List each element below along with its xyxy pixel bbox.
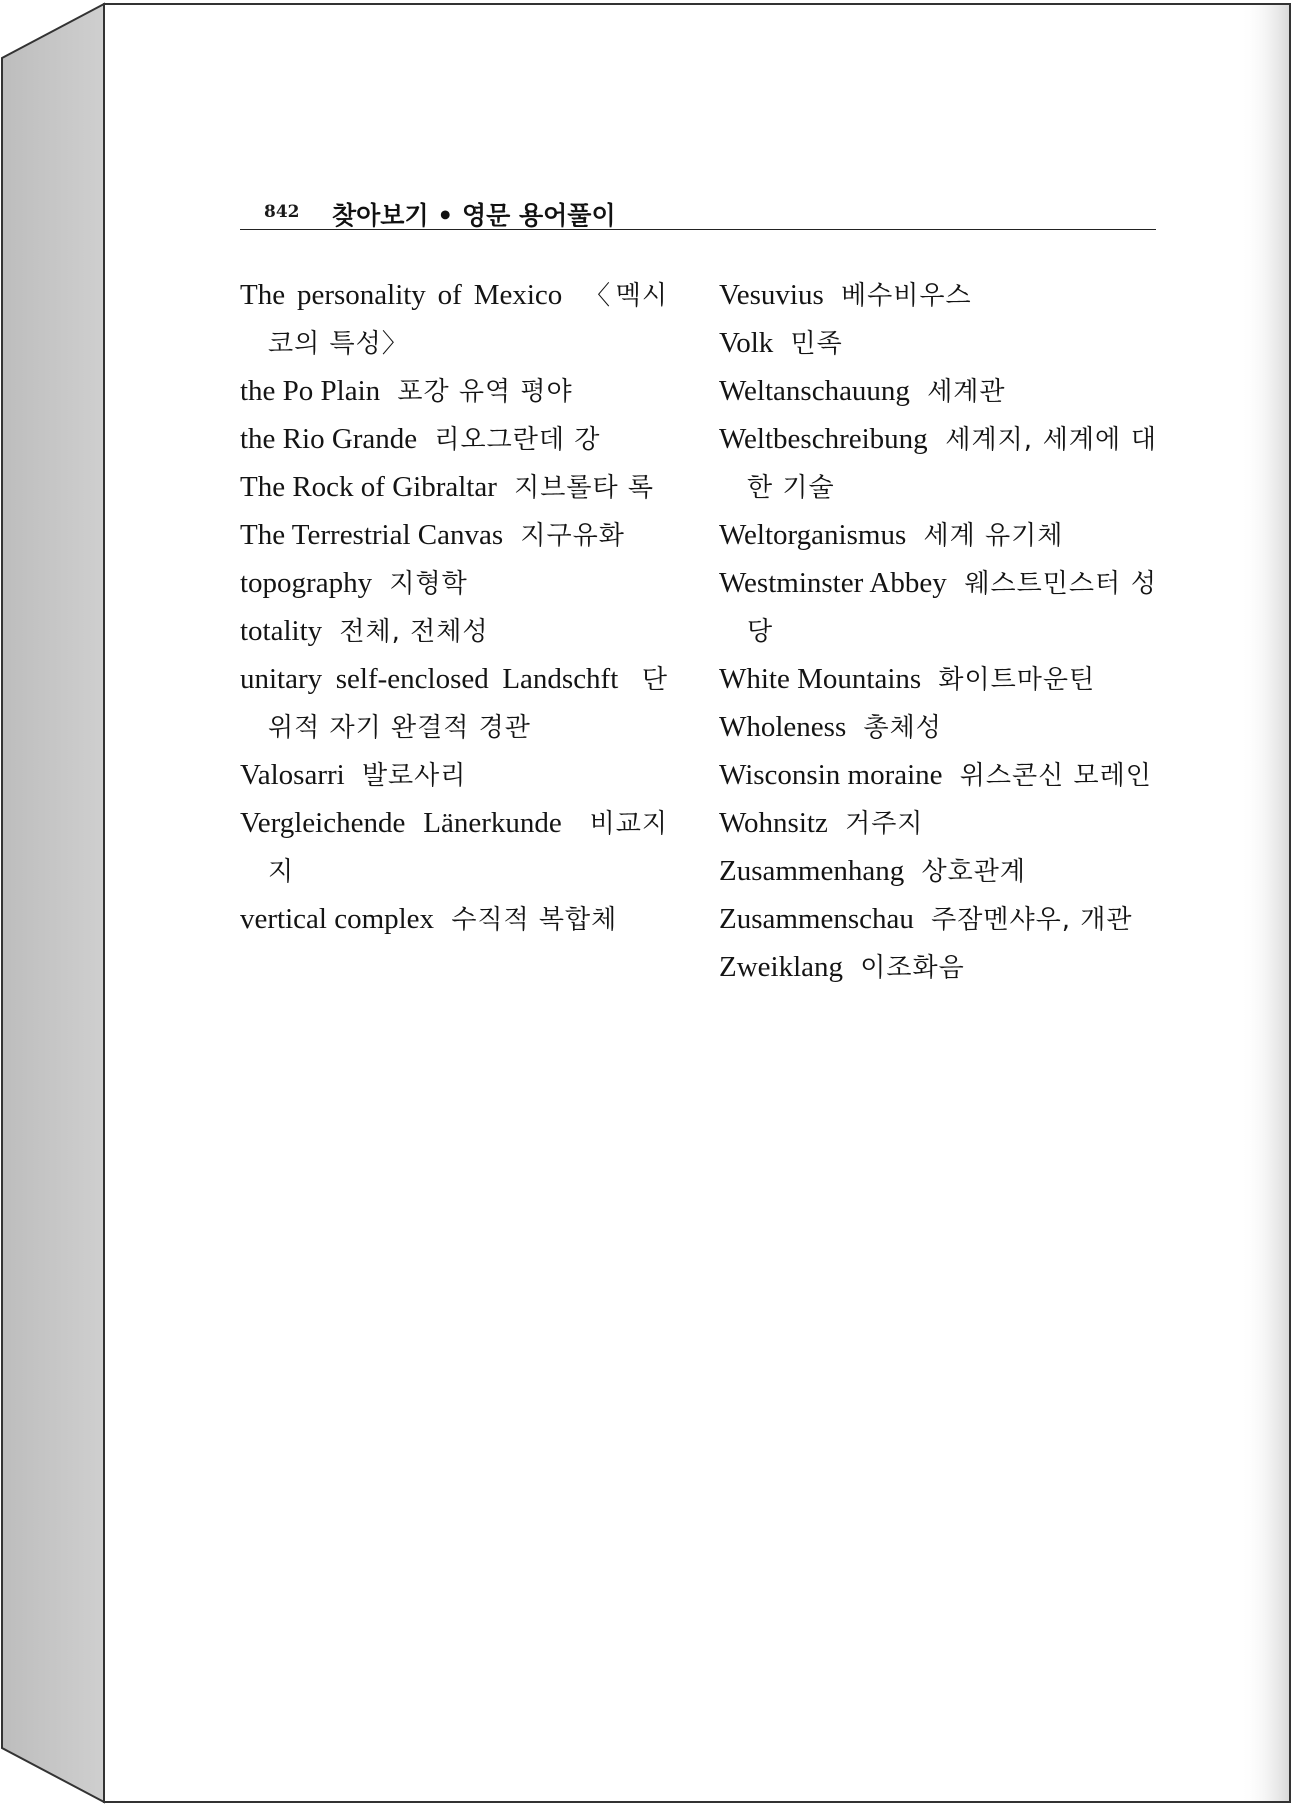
- glossary-gloss: 단위적 자기 완결적 경관: [268, 665, 668, 743]
- glossary-column-left: [240, 272, 668, 944]
- glossary-gloss: 거주지: [845, 809, 924, 839]
- glossary-gloss: 세계지, 세계에 대한 기술: [747, 425, 1158, 503]
- glossary-term: Wohnsitz: [719, 807, 828, 839]
- glossary-gloss: 포강 유역 평야: [397, 377, 573, 407]
- glossary-gloss: 발로사리: [361, 761, 467, 791]
- glossary-entry: [719, 368, 1157, 416]
- glossary-entry: [719, 848, 1157, 896]
- glossary-term: Wisconsin moraine: [719, 759, 943, 791]
- glossary-entry: [719, 512, 1157, 560]
- glossary-entry: [719, 656, 1157, 704]
- glossary-term: Valosarri: [240, 759, 345, 791]
- glossary-gloss: 세계 유기체: [923, 521, 1064, 551]
- glossary-entry: [719, 272, 1157, 320]
- glossary-entry: [240, 368, 668, 416]
- glossary-gloss: 화이트마운틴: [938, 665, 1096, 695]
- glossary-entry: [719, 320, 1157, 368]
- glossary-gloss: 리오그란데 강: [434, 425, 601, 455]
- glossary-term: Zusammenschau: [719, 903, 914, 935]
- glossary-entry: [240, 560, 668, 608]
- glossary-term: White Mountains: [719, 663, 922, 695]
- glossary-gloss: 총체성: [863, 713, 942, 743]
- glossary-term: unitary self-enclosed Landschft: [240, 663, 619, 695]
- page-number: 842: [264, 202, 300, 222]
- glossary-gloss: 주잠멘샤우, 개관: [931, 905, 1133, 935]
- running-title: 찾아보기 • 영문 용어풀이: [332, 201, 616, 230]
- glossary-term: topography: [240, 567, 373, 599]
- glossary-term: totality: [240, 615, 323, 647]
- glossary-term: Weltbeschreibung: [719, 423, 928, 455]
- glossary-term: Westminster Abbey: [719, 567, 947, 599]
- page-edge-shadow: [1240, 5, 1289, 1801]
- glossary-gloss: 웨스트민스터 성당: [747, 569, 1157, 647]
- page-header: [240, 196, 1156, 230]
- glossary-term: Zusammenhang: [719, 855, 905, 887]
- glossary-entry: [240, 656, 668, 752]
- glossary-term: Vergleichende Länerkunde: [240, 807, 562, 839]
- glossary-term: Vesuvius: [719, 279, 824, 311]
- glossary-column-right: [719, 272, 1157, 992]
- glossary-term: The Terrestrial Canvas: [240, 519, 504, 551]
- glossary-entry: [240, 752, 668, 800]
- glossary-gloss: 세계관: [927, 377, 1006, 407]
- glossary-term: Weltorganismus: [719, 519, 907, 551]
- glossary-entry: [719, 800, 1157, 848]
- glossary-gloss: 위스콘신 모레인: [959, 761, 1152, 791]
- glossary-entry: [719, 560, 1157, 656]
- glossary-term: Zweiklang: [719, 951, 844, 983]
- glossary-gloss: 이조화음: [860, 953, 965, 983]
- glossary-entry: [240, 800, 668, 896]
- glossary-entry: [240, 608, 668, 656]
- glossary-entry: [240, 416, 668, 464]
- glossary-entry: [719, 944, 1157, 992]
- glossary-gloss: 수직적 복합체: [451, 905, 618, 935]
- glossary-gloss: 전체, 전체성: [339, 617, 489, 647]
- glossary-gloss: 지형학: [389, 569, 468, 599]
- header-rule: [240, 229, 1156, 230]
- glossary-term: the Rio Grande: [240, 423, 418, 455]
- glossary-gloss: 지구유화: [520, 521, 625, 551]
- glossary-entry: [240, 896, 668, 944]
- book-spine: [2, 4, 104, 1802]
- glossary-entry: [719, 704, 1157, 752]
- glossary-gloss: 비교지지: [268, 809, 668, 887]
- glossary-entry: [240, 272, 668, 368]
- glossary-entry: [719, 752, 1157, 800]
- glossary-term: the Po Plain: [240, 375, 381, 407]
- glossary-entry: [719, 896, 1157, 944]
- glossary-gloss: 지브롤타 록: [514, 473, 654, 503]
- glossary-entry: [240, 512, 668, 560]
- glossary-term: Wholeness: [719, 711, 847, 743]
- glossary-gloss: 베수비우스: [840, 281, 972, 311]
- glossary-gloss: 상호관계: [921, 857, 1026, 887]
- glossary-term: vertical complex: [240, 903, 435, 935]
- glossary-entry: [719, 416, 1157, 512]
- glossary-gloss: 민족: [790, 329, 843, 359]
- glossary-term: The Rock of Gibraltar: [240, 471, 497, 503]
- glossary-term: Volk: [719, 327, 774, 359]
- glossary-term: Weltanschauung: [719, 375, 910, 407]
- glossary-gloss: 〈멕시코의 특성〉: [268, 281, 669, 359]
- glossary-entry: [240, 464, 668, 512]
- glossary-term: The personality of Mexico: [240, 279, 563, 311]
